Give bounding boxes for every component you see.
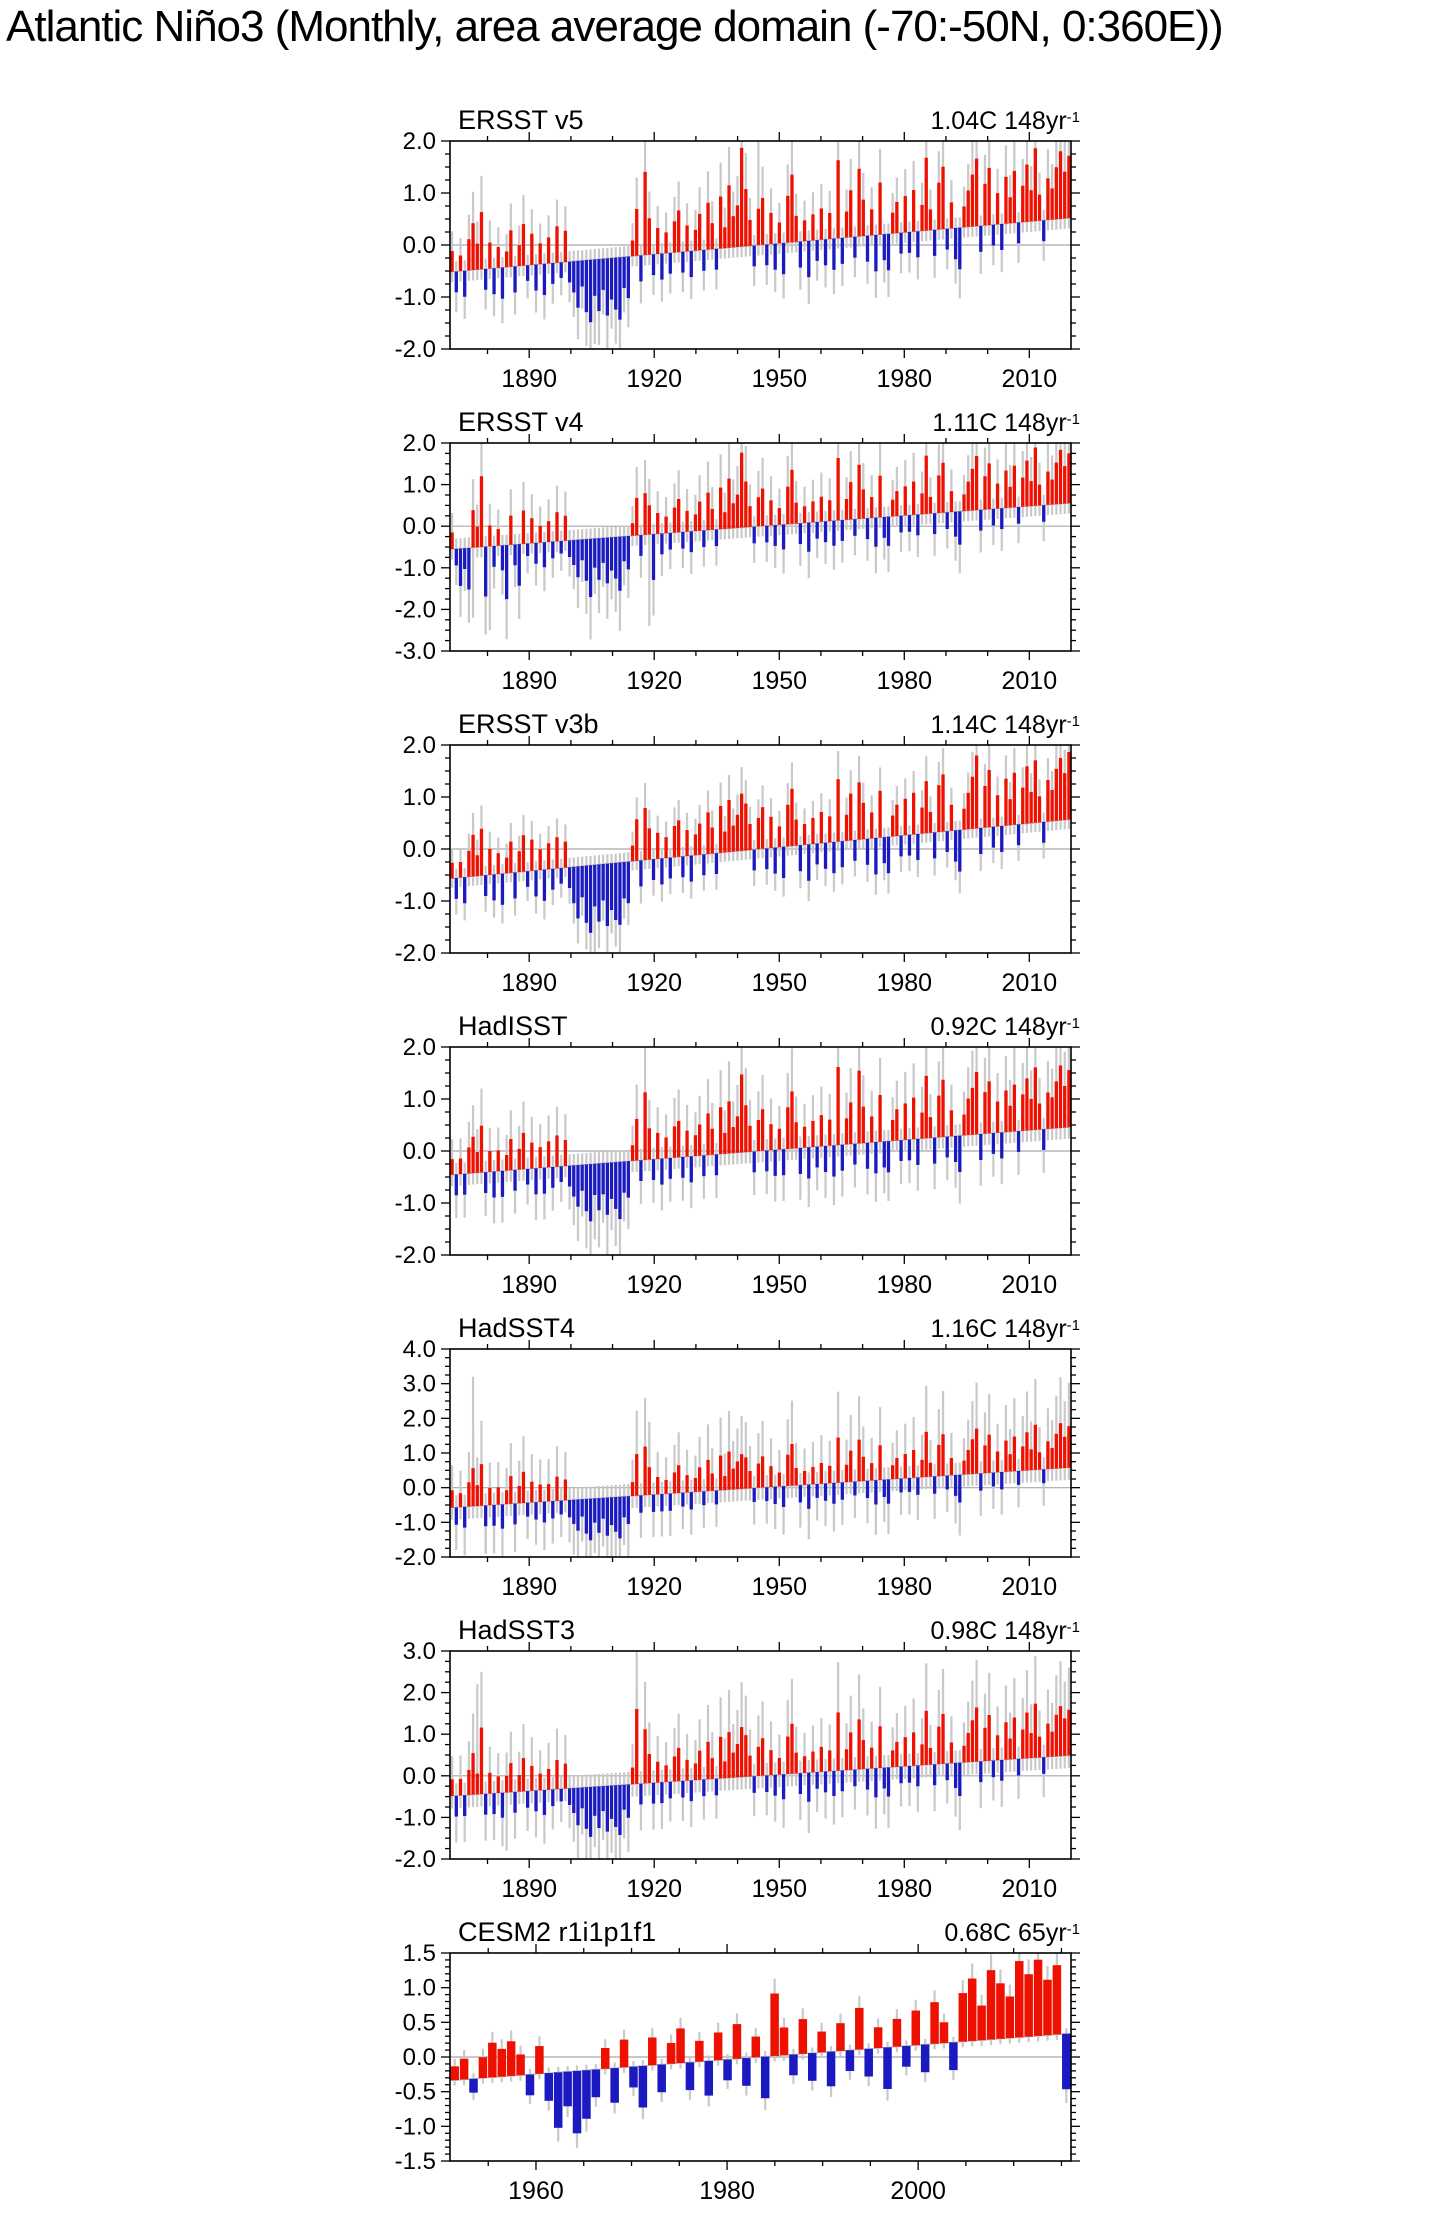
y-axis-labels: [395, 732, 436, 967]
figure-title: Atlantic Niño3 (Monthly, area average domain (-70:-50N, 0:360E)): [6, 2, 1223, 51]
svg-text:1920: 1920: [626, 1573, 683, 1601]
svg-text:2010: 2010: [1001, 1875, 1058, 1903]
svg-text:1950: 1950: [751, 1271, 808, 1299]
svg-text:1920: 1920: [626, 969, 683, 997]
svg-text:1980: 1980: [876, 1271, 933, 1299]
svg-text:1.0: 1.0: [402, 1086, 436, 1113]
svg-text:-2.0: -2.0: [394, 1242, 436, 1269]
svg-text:-2.0: -2.0: [394, 1544, 436, 1571]
svg-text:2.0: 2.0: [402, 1405, 436, 1433]
svg-text:2010: 2010: [1001, 969, 1058, 997]
panel-title: HadSST4: [458, 1313, 576, 1343]
svg-text:1.0: 1.0: [402, 1721, 436, 1749]
trend-exponent: -1: [1066, 1015, 1080, 1032]
trend-exponent: -1: [1066, 1317, 1080, 1334]
svg-text:2.0: 2.0: [402, 1679, 436, 1707]
svg-text:-1.0: -1.0: [394, 2113, 436, 2141]
svg-text:1980: 1980: [876, 1573, 933, 1601]
svg-text:2010: 2010: [1001, 667, 1058, 695]
trend-label: 1.04C $148yr^{-1}$: [930, 107, 1080, 135]
trend-label: 1.11C $148yr^{-1}$: [932, 409, 1080, 437]
panel-title: ERSST v3b: [458, 709, 599, 739]
svg-text:1890: 1890: [501, 1875, 558, 1903]
svg-text:-2.0: -2.0: [394, 596, 436, 624]
trend-exponent: -1: [1066, 1921, 1080, 1938]
panel-2-plot: [395, 732, 1080, 997]
svg-text:2010: 2010: [1001, 365, 1058, 393]
x-axis-labels: [501, 365, 1057, 393]
svg-text:0.0: 0.0: [402, 836, 436, 863]
svg-text:2000: 2000: [890, 2177, 946, 2205]
svg-text:-0.5: -0.5: [394, 2078, 436, 2106]
svg-text:2.0: 2.0: [402, 732, 436, 759]
svg-text:0.0: 0.0: [402, 1138, 436, 1165]
svg-text:1890: 1890: [501, 667, 558, 695]
svg-text:-2.0: -2.0: [394, 336, 436, 363]
svg-text:1950: 1950: [751, 1573, 808, 1601]
trend-label: 1.14C $148yr^{-1}$: [930, 711, 1080, 739]
svg-text:0.0: 0.0: [402, 1474, 436, 1502]
svg-text:-1.0: -1.0: [394, 888, 436, 915]
panel-title: ERSST v4: [458, 407, 584, 437]
svg-text:1890: 1890: [501, 1573, 558, 1601]
panel-title: HadSST3: [458, 1615, 576, 1645]
svg-text:-1.5: -1.5: [394, 2148, 436, 2175]
y-axis-labels: [395, 430, 436, 665]
trend-label: 0.92C $148yr^{-1}$: [930, 1013, 1080, 1041]
panel-title: HadISST: [458, 1011, 568, 1041]
trend-label: 1.16C $148yr^{-1}$: [930, 1315, 1080, 1343]
svg-text:-1.0: -1.0: [394, 1804, 436, 1832]
svg-text:-1.0: -1.0: [394, 554, 436, 582]
svg-text:-2.0: -2.0: [394, 1846, 436, 1873]
svg-text:1.0: 1.0: [402, 784, 436, 811]
svg-text:3.0: 3.0: [402, 1638, 436, 1665]
x-axis-labels: [501, 1875, 1057, 1903]
svg-text:1980: 1980: [876, 1875, 933, 1903]
svg-text:2.0: 2.0: [402, 1034, 436, 1061]
svg-text:1980: 1980: [699, 2177, 755, 2205]
svg-text:2.0: 2.0: [402, 128, 436, 155]
svg-text:2.0: 2.0: [402, 430, 436, 457]
svg-text:0.0: 0.0: [402, 2044, 436, 2071]
y-axis-labels: [395, 1336, 436, 1571]
svg-text:0.0: 0.0: [402, 1762, 436, 1790]
panel-1-plot: [395, 430, 1080, 695]
svg-text:1.0: 1.0: [402, 471, 436, 499]
svg-text:1980: 1980: [876, 969, 933, 997]
svg-text:1950: 1950: [751, 1875, 808, 1903]
panel-5-plot: [395, 1638, 1080, 1903]
svg-text:1920: 1920: [626, 1875, 683, 1903]
y-axis-labels: [395, 1034, 436, 1269]
svg-text:-1.0: -1.0: [394, 284, 436, 311]
svg-text:1980: 1980: [876, 667, 933, 695]
svg-text:-2.0: -2.0: [394, 940, 436, 967]
y-axis-labels: [395, 1638, 436, 1873]
trend-exponent: -1: [1066, 713, 1080, 730]
trend-exponent: -1: [1066, 411, 1080, 428]
trend-label: 0.98C $148yr^{-1}$: [930, 1617, 1080, 1645]
panel-title: CESM2 r1i1p1f1: [458, 1917, 657, 1947]
x-axis-labels: [501, 969, 1057, 997]
svg-text:1.0: 1.0: [402, 1974, 436, 2002]
svg-text:0.5: 0.5: [402, 2009, 436, 2037]
svg-text:2010: 2010: [1001, 1573, 1058, 1601]
y-axis-labels: [395, 1940, 436, 2175]
svg-text:3.0: 3.0: [402, 1370, 436, 1398]
svg-text:1920: 1920: [626, 667, 683, 695]
x-axis-labels: [501, 667, 1057, 695]
svg-text:1890: 1890: [501, 969, 558, 997]
svg-text:1980: 1980: [876, 365, 933, 393]
anomaly-bars: [450, 1960, 1070, 2134]
panel-6-plot: [395, 1940, 1080, 2205]
svg-text:1960: 1960: [508, 2177, 564, 2205]
trend-exponent: -1: [1066, 1619, 1080, 1636]
svg-text:1.0: 1.0: [402, 180, 436, 207]
svg-text:0.0: 0.0: [402, 513, 436, 541]
panel-title: ERSST v5: [458, 105, 584, 135]
trend-label: 0.68C $65yr^{-1}$: [944, 1919, 1080, 1947]
svg-text:1890: 1890: [501, 1271, 558, 1299]
svg-text:4.0: 4.0: [402, 1336, 436, 1363]
x-axis-labels: [508, 2177, 946, 2205]
svg-text:1950: 1950: [751, 365, 808, 393]
trend-exponent: -1: [1066, 109, 1080, 126]
svg-text:1890: 1890: [501, 365, 558, 393]
svg-text:1950: 1950: [751, 969, 808, 997]
panel-3-plot: [395, 1034, 1080, 1299]
svg-text:1.0: 1.0: [402, 1440, 436, 1467]
svg-text:2010: 2010: [1001, 1271, 1058, 1299]
x-axis-labels: [501, 1271, 1057, 1299]
svg-text:-3.0: -3.0: [394, 638, 436, 665]
svg-text:1920: 1920: [626, 365, 683, 393]
svg-text:0.0: 0.0: [402, 232, 436, 259]
panel-4-plot: [395, 1336, 1080, 1601]
svg-text:1950: 1950: [751, 667, 808, 695]
panel-0-plot: [395, 128, 1080, 393]
svg-text:1920: 1920: [626, 1271, 683, 1299]
svg-text:-1.0: -1.0: [394, 1190, 436, 1217]
y-axis-labels: [395, 128, 436, 363]
svg-text:-1.0: -1.0: [394, 1509, 436, 1537]
svg-text:1.5: 1.5: [402, 1940, 436, 1967]
x-axis-labels: [501, 1573, 1057, 1601]
